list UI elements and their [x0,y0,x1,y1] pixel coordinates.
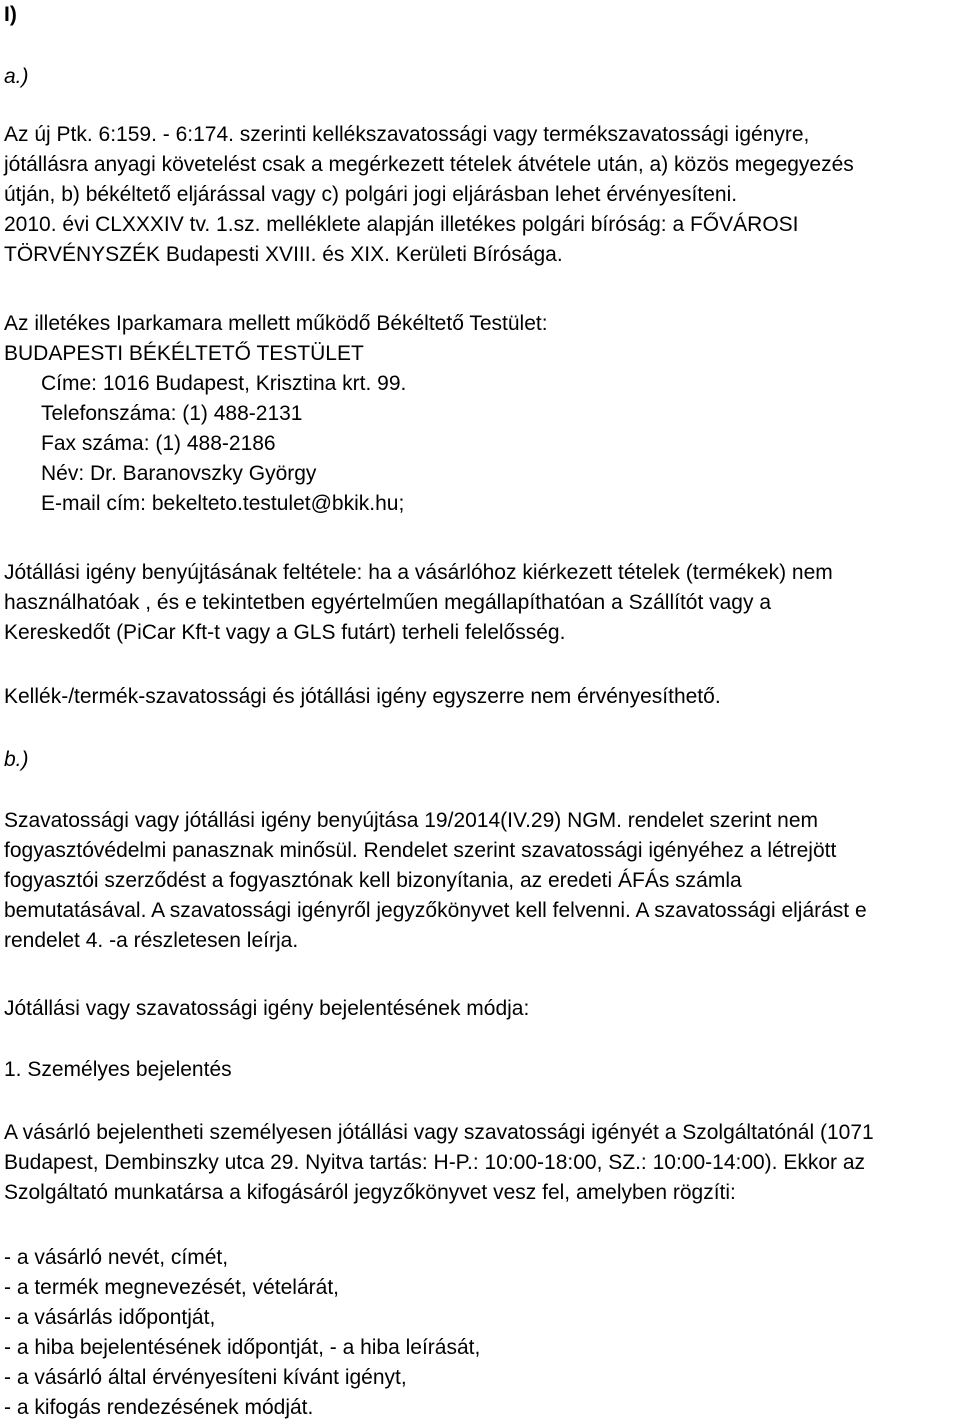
paragraph-line: bemutatásával. A szavatossági igényről jegyzőkönyvet kell felvenni. A szavatossági eljárást e [4,899,867,922]
board-fax: Fax száma: (1) 488-2186 [41,432,276,455]
paragraph-line: fogyasztói szerződést a fogyasztónak kell bizonyítania, az eredeti ÁFÁs számla [4,869,742,892]
board-email: E-mail cím: bekelteto.testulet@bkik.hu; [41,492,405,515]
board-phone: Telefonszáma: (1) 488-2131 [41,402,303,425]
methods-heading: Jótállási vagy szavatossági igény bejelentésének módja: [4,997,530,1020]
paragraph-line: Budapest, Dembinszky utca 29. Nyitva tartás: H-P.: 10:00-18:00, SZ.: 10:00-14:00). Ekkor az [4,1151,866,1174]
paragraph-line: jótállásra anyagi követelést csak a megérkezett tételek átvétele után, a) közös megegyezés [4,153,854,176]
method1-heading: 1. Személyes bejelentés [4,1058,232,1081]
paragraph-not-combined: Kellék-/termék-szavatossági és jótállási igény egyszerre nem érvényesíthető. [4,685,721,708]
list-item: - a termék megnevezését, vételárát, [4,1276,339,1299]
subsection-b-heading: b.) [4,748,29,771]
paragraph-personal-report [4,1118,874,1208]
board-contact-name: Név: Dr. Baranovszky György [41,462,317,485]
paragraph-line: használhatóak , és e tekintetben egyértelműen megállapíthatóan a Szállítót vagy a [4,591,771,614]
paragraph-legal-basis [4,120,854,270]
paragraph-line: Az új Ptk. 6:159. - 6:174. szerinti kellékszavatossági vagy termékszavatossági igényre, [4,123,810,146]
conciliation-board-block [4,309,548,519]
paragraph-line: Szavatossági vagy jótállási igény benyújtása 19/2014(IV.29) NGM. rendelet szerint nem [4,809,819,832]
paragraph-line: fogyasztóvédelmi panasznak minősül. Rendelet szerint szavatossági igényéhez a létrejött [4,839,837,862]
board-address: Címe: 1016 Budapest, Krisztina krt. 99. [41,372,407,395]
list-item: - a vásárló nevét, címét, [4,1246,229,1269]
paragraph-regulation [4,806,867,956]
paragraph-line: rendelet 4. -a részletesen leírja. [4,929,299,952]
board-intro: Az illetékes Iparkamara mellett működő Békéltető Testület: [4,312,548,335]
board-name: BUDAPESTI BÉKÉLTETŐ TESTÜLET [4,342,364,365]
section-heading: I) [4,3,17,26]
list-item: - a hiba bejelentésének időpontját, - a hiba leírását, [4,1336,481,1359]
paragraph-line: 2010. évi CLXXXIV tv. 1.sz. melléklete alapján illetékes polgári bíróság: a FŐVÁROSI [4,213,799,236]
paragraph-line: Szolgáltató munkatársa a kifogásáról jegyzőkönyvet vesz fel, amelyben rögzíti: [4,1181,736,1204]
paragraph-line: TÖRVÉNYSZÉK Budapesti XVIII. és XIX. Kerületi Bírósága. [4,243,563,266]
paragraph-line: útján, b) békéltető eljárással vagy c) polgári jogi eljárásban lehet érvényesíteni. [4,183,738,206]
paragraph-line: A vásárló bejelentheti személyesen jótállási vagy szavatossági igényét a Szolgáltatónál (1071 [4,1121,874,1144]
paragraph-line: Kereskedőt (PiCar Kft-t vagy a GLS futárt) terheli felelősség. [4,621,566,644]
subsection-a-heading: a.) [4,65,29,88]
paragraph-warranty-condition [4,558,833,648]
list-item: - a vásárló által érvényesíteni kívánt igényt, [4,1366,407,1389]
record-items-list [4,1243,480,1423]
list-item: - a vásárlás időpontját, [4,1306,216,1329]
paragraph-line: Jótállási igény benyújtásának feltétele: ha a vásárlóhoz kiérkezett tételek (termékek) nem [4,561,833,584]
list-item: - a kifogás rendezésének módját. [4,1396,314,1419]
